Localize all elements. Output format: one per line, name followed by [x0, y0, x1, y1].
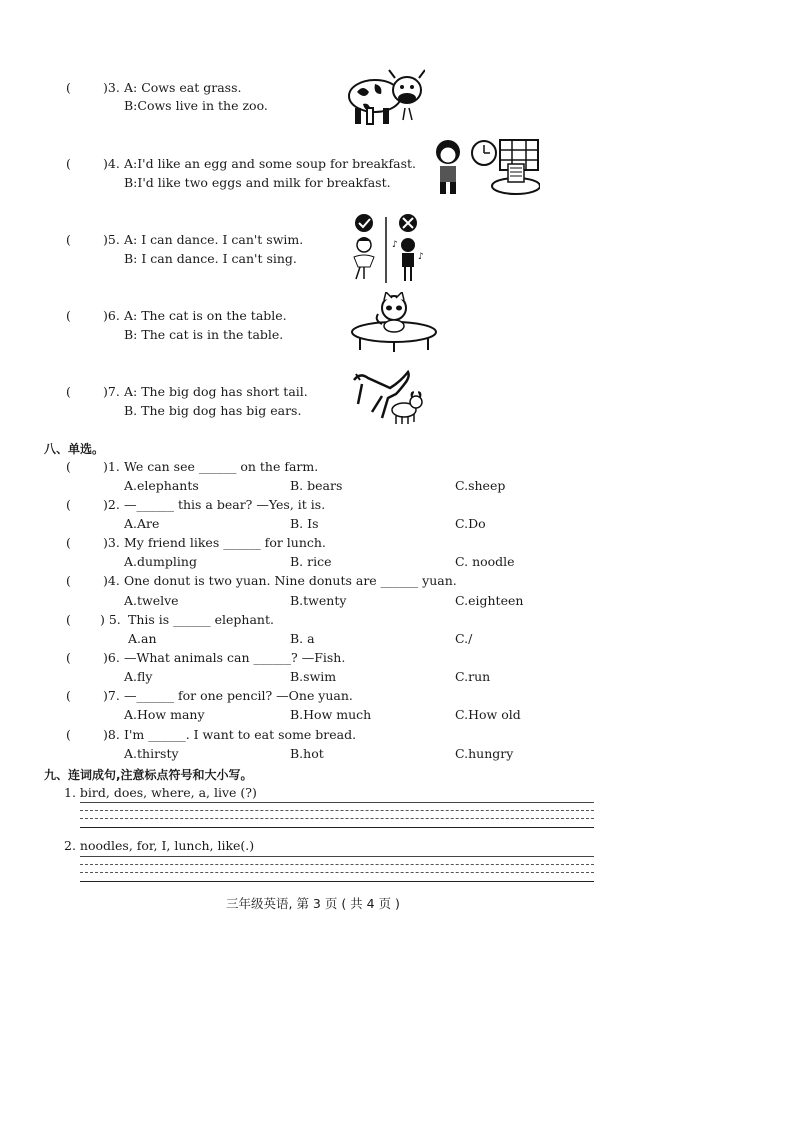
question-number: )6. — [103, 650, 120, 665]
answer-paren[interactable]: ( — [66, 497, 71, 512]
option-b: B.hot — [290, 746, 324, 761]
option-a: A.dumpling — [124, 554, 197, 569]
answer-paren[interactable]: ( — [66, 308, 71, 323]
question-text: —What animals can ______? —Fish. — [124, 650, 346, 665]
question-text: One donut is two yuan. Nine donuts are ______ yuan. — [124, 573, 457, 588]
page-footer: 三年级英语, 第 3 页 ( 共 4 页 ) — [226, 896, 400, 911]
item-number: )5. — [103, 232, 120, 247]
item-number: )4. — [103, 156, 120, 171]
option-a: A.twelve — [124, 593, 179, 608]
option-a: A.How many — [124, 707, 205, 722]
question-text: —______ this a bear? —Yes, it is. — [124, 497, 326, 512]
svg-text:♪: ♪ — [392, 240, 398, 250]
question-number: )2. — [103, 497, 120, 512]
statement-b: B:I'd like two eggs and milk for breakfast. — [124, 175, 391, 190]
option-b: B. bears — [290, 478, 343, 493]
statement-a: A: The big dog has short tail. — [124, 384, 308, 399]
answer-paren[interactable]: ( — [66, 156, 71, 171]
word-list: 1. bird, does, where, a, live (?) — [64, 785, 257, 800]
answer-paren[interactable]: ( — [66, 535, 71, 550]
answer-paren[interactable]: ( — [66, 80, 71, 95]
answer-paren[interactable]: ( — [66, 612, 71, 627]
statement-b: B:Cows live in the zoo. — [124, 98, 268, 113]
question-number: )8. — [103, 727, 120, 742]
option-a: A.an — [128, 631, 157, 646]
option-c: C. noodle — [455, 554, 515, 569]
answer-paren[interactable]: ( — [66, 688, 71, 703]
option-c: C./ — [455, 631, 473, 646]
dance-sing-picture-icon — [348, 213, 428, 285]
statement-a: A: Cows eat grass. — [124, 80, 242, 95]
item-number: )7. — [103, 384, 120, 399]
answer-paren[interactable]: ( — [66, 459, 71, 474]
option-a: A.fly — [124, 669, 153, 684]
girl-breakfast-picture-icon — [432, 136, 540, 198]
option-b: B.twenty — [290, 593, 347, 608]
option-c: C.Do — [455, 516, 486, 531]
option-c: C.run — [455, 669, 491, 684]
svg-text:♪: ♪ — [418, 252, 424, 262]
question-text: —______ for one pencil? —One yuan. — [124, 688, 353, 703]
cow-picture-icon — [345, 64, 425, 128]
answer-paren[interactable]: ( — [66, 727, 71, 742]
item-number: )3. — [103, 80, 120, 95]
option-c: C.eighteen — [455, 593, 524, 608]
statement-b: B: I can dance. I can't sing. — [124, 251, 297, 266]
option-b: B.swim — [290, 669, 337, 684]
option-a: A.elephants — [124, 478, 199, 493]
statement-a: A: The cat is on the table. — [124, 308, 287, 323]
section-title: 九、连词成句,注意标点符号和大小写。 — [44, 768, 253, 782]
question-text: My friend likes ______ for lunch. — [124, 535, 326, 550]
option-a: A.Are — [124, 516, 160, 531]
two-dogs-picture-icon — [348, 366, 424, 428]
answer-paren[interactable]: ( — [66, 232, 71, 247]
statement-b: B: The cat is in the table. — [124, 327, 284, 342]
option-c: C.sheep — [455, 478, 506, 493]
option-b: B.How much — [290, 707, 372, 722]
option-c: C.How old — [455, 707, 521, 722]
answer-paren[interactable]: ( — [66, 384, 71, 399]
question-text: This is ______ elephant. — [128, 612, 274, 627]
question-text: I'm ______. I want to eat some bread. — [124, 727, 357, 742]
item-number: )6. — [103, 308, 120, 323]
question-number: )1. — [103, 459, 120, 474]
answer-paren[interactable]: ( — [66, 573, 71, 588]
cat-on-table-picture-icon — [348, 292, 440, 354]
section-title: 八、单选。 — [44, 442, 105, 456]
option-b: B. rice — [290, 554, 332, 569]
answer-paren[interactable]: ( — [66, 650, 71, 665]
question-number: ) 5. — [100, 612, 121, 627]
question-number: )7. — [103, 688, 120, 703]
statement-a: A: I can dance. I can't swim. — [124, 232, 304, 247]
statement-a: A:I'd like an egg and some soup for breakfast. — [124, 156, 416, 171]
option-b: B. a — [290, 631, 315, 646]
question-number: )4. — [103, 573, 120, 588]
option-a: A.thirsty — [124, 746, 179, 761]
option-c: C.hungry — [455, 746, 514, 761]
question-text: We can see ______ on the farm. — [124, 459, 319, 474]
statement-b: B. The big dog has big ears. — [124, 403, 302, 418]
question-number: )3. — [103, 535, 120, 550]
word-list: 2. noodles, for, I, lunch, like(.) — [64, 838, 255, 853]
option-b: B. Is — [290, 516, 319, 531]
